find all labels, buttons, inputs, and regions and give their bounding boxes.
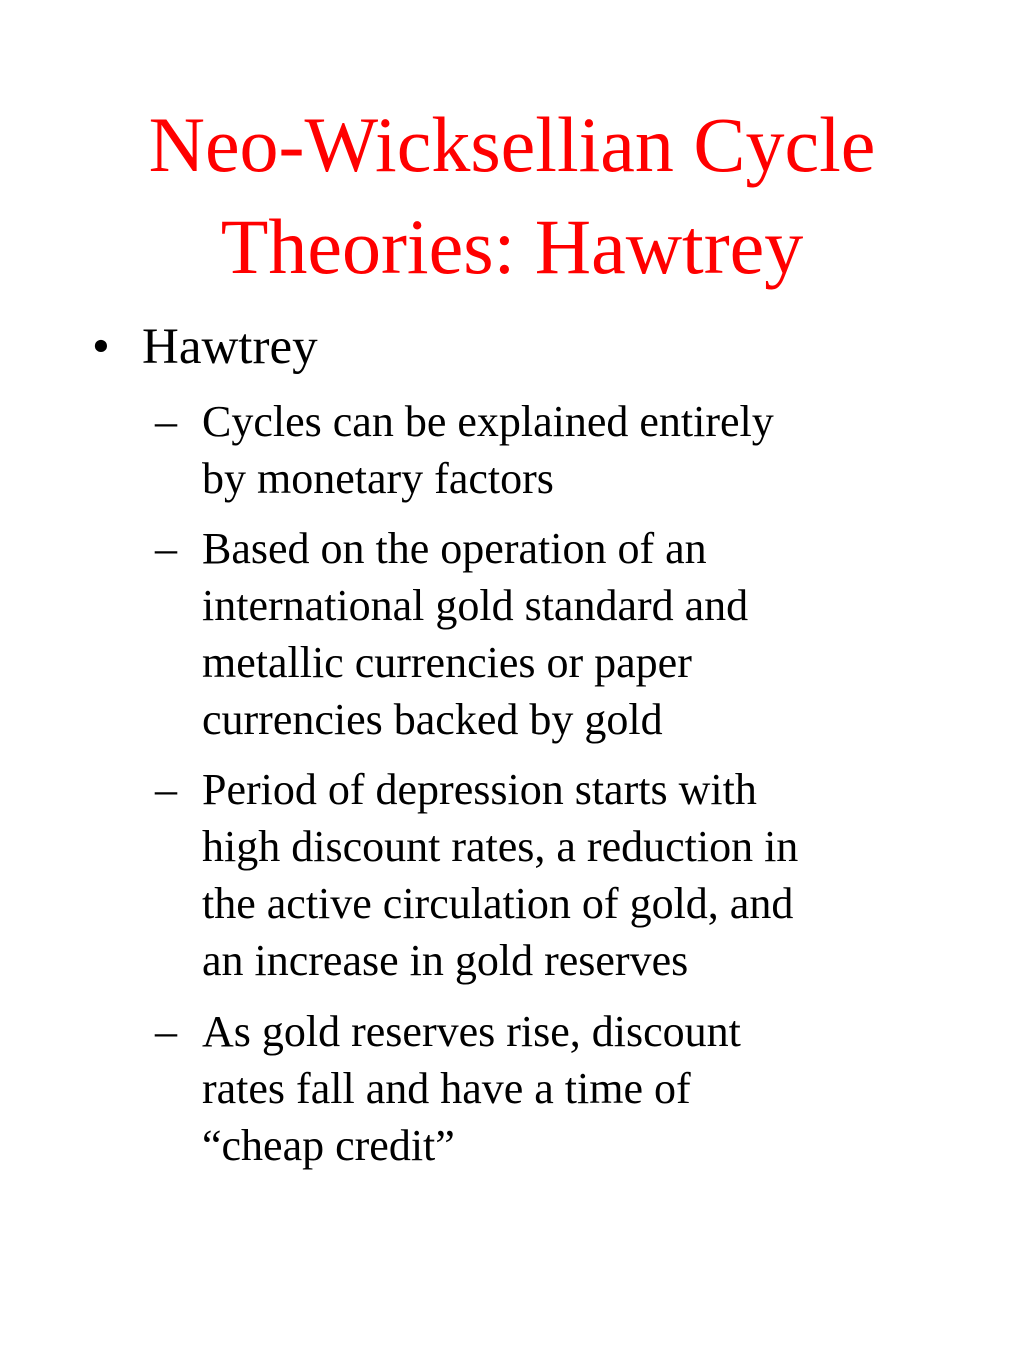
sub-bullet-line: high discount rates, a reduction in (202, 822, 799, 871)
sub-bullet-line: Cycles can be explained entirely (202, 397, 774, 446)
sub-bullet-line: Based on the operation of an (202, 524, 707, 573)
dash-icon: – (155, 765, 177, 814)
dash-icon: – (155, 1007, 177, 1056)
sub-bullet-line: “cheap credit” (202, 1121, 455, 1170)
sub-bullet-line: an increase in gold reserves (202, 936, 689, 985)
sub-bullet-1 (155, 393, 955, 507)
sub-bullet-line: rates fall and have a time of (202, 1064, 691, 1113)
sub-bullet-4 (155, 1003, 955, 1174)
dash-icon: – (155, 524, 177, 573)
title-line: Theories: Hawtrey (220, 203, 804, 290)
sub-bullet-2 (155, 520, 955, 748)
sub-bullet-line: As gold reserves rise, discount (202, 1007, 741, 1056)
bullet-dot-icon: • (92, 319, 110, 375)
sub-bullet-line: international gold standard and (202, 581, 749, 630)
sub-bullet-line: Period of depression starts with (202, 765, 757, 814)
sub-bullet-line: metallic currencies or paper (202, 638, 692, 687)
bullet-text: Hawtrey (142, 319, 318, 375)
dash-icon: – (155, 397, 177, 446)
sub-bullet-3 (155, 761, 955, 989)
sub-bullet-line: currencies backed by gold (202, 695, 663, 744)
sub-bullet-line: the active circulation of gold, and (202, 879, 794, 928)
title-line: Neo-Wicksellian Cycle (148, 101, 876, 188)
slide-title (0, 94, 1024, 298)
sub-bullet-line: by monetary factors (202, 454, 554, 503)
